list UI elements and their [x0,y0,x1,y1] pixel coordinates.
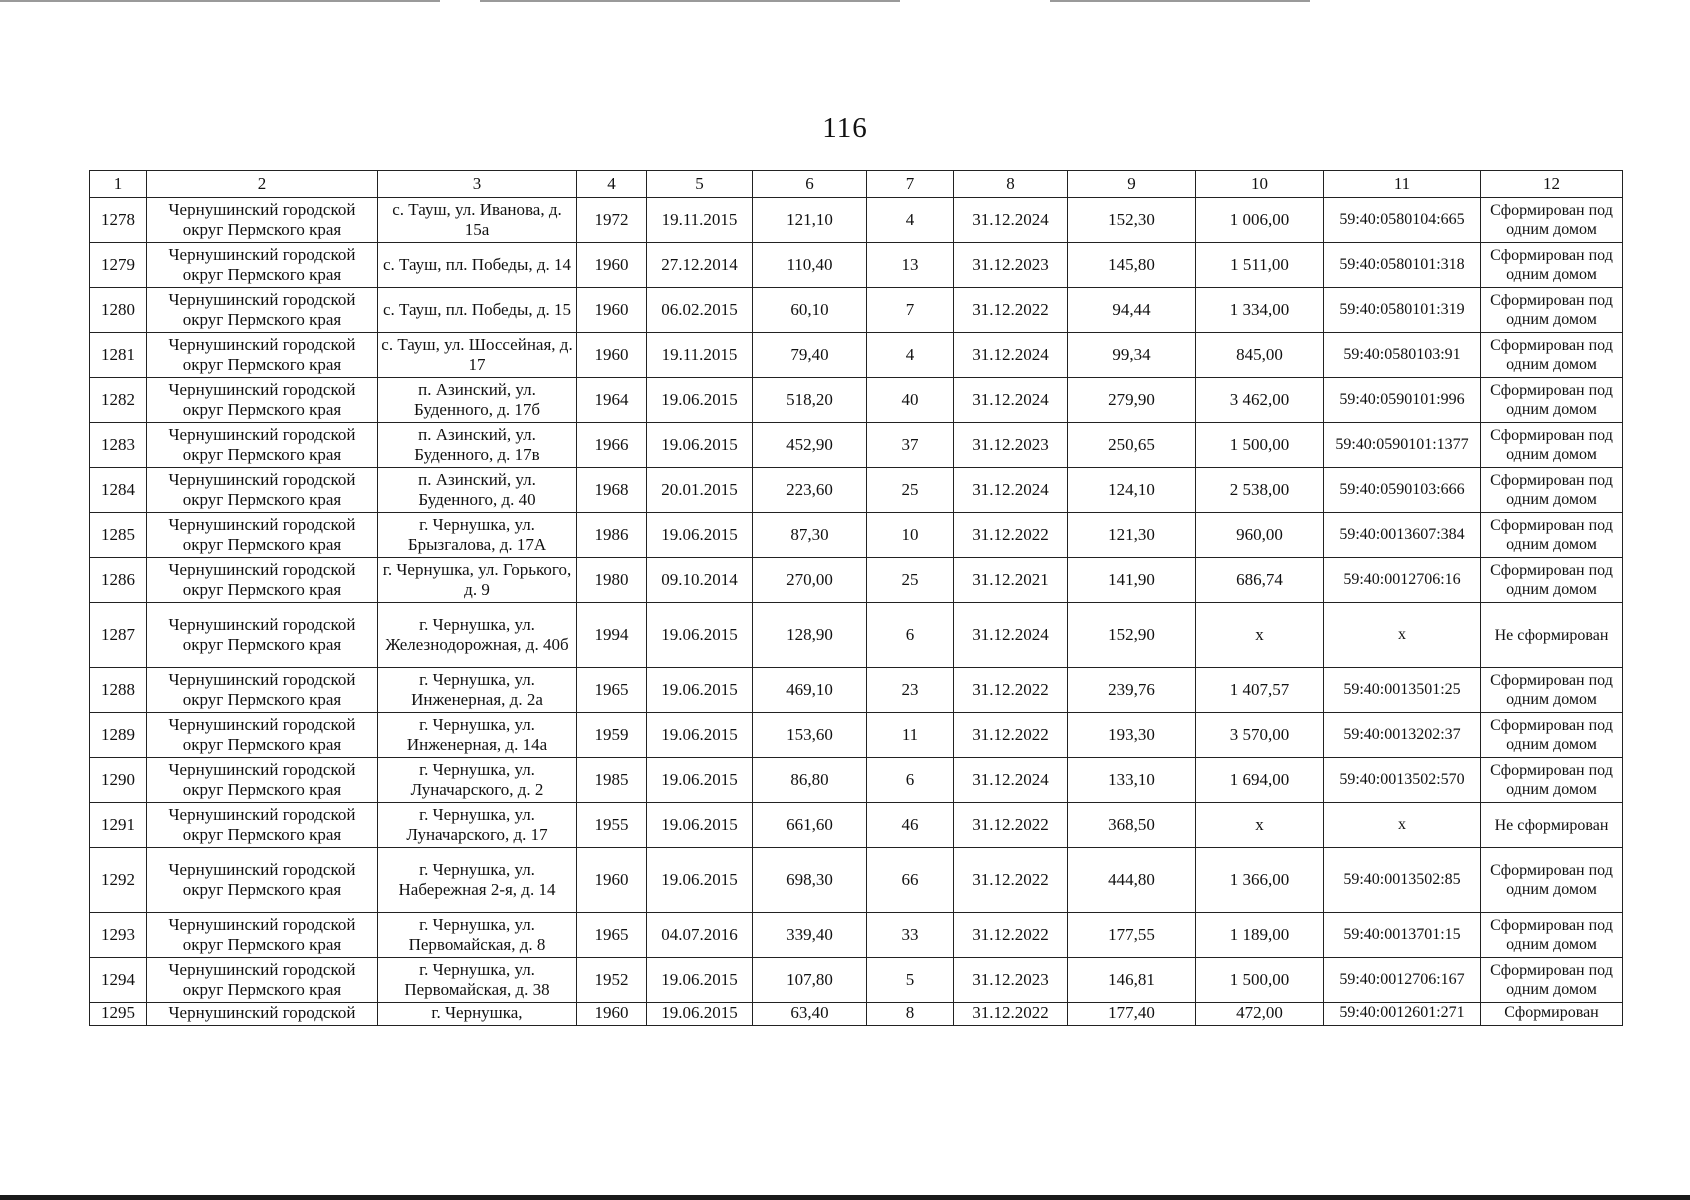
cell-year-built: 1955 [577,803,647,848]
cell-year-built: 1994 [577,603,647,668]
cell-year-built: 1960 [577,848,647,913]
cell-recognition-date: 20.01.2015 [647,468,753,513]
cell-resettlement-deadline: 31.12.2021 [954,558,1068,603]
cell-year-built: 1965 [577,913,647,958]
cell-living-area: 63,40 [753,1003,867,1026]
cell-cadastral-number: 59:40:0013202:37 [1324,713,1481,758]
cell-municipality: Чернушинский городской округ Пермского края [147,513,378,558]
cell-resettlement-deadline: 31.12.2024 [954,333,1068,378]
cell-recognition-date: 19.06.2015 [647,958,753,1003]
cell-cadastral-number: 59:40:0012706:167 [1324,958,1481,1003]
cell-address: г. Чернушка, ул. Горького, д. 9 [378,558,577,603]
cell-land-area: 3 462,00 [1196,378,1324,423]
cell-address: г. Чернушка, ул. Брызгалова, д. 17А [378,513,577,558]
cell-land-status: Не сформирован [1481,803,1623,848]
cell-land-status: Сформирован под одним домом [1481,288,1623,333]
cell-land-status: Сформирован под одним домом [1481,713,1623,758]
cell-resettlement-deadline: 31.12.2024 [954,468,1068,513]
cell-residents-count: 40 [867,378,954,423]
cell-address: с. Тауш, пл. Победы, д. 14 [378,243,577,288]
cell-municipality: Чернушинский городской округ Пермского края [147,758,378,803]
cell-cadastral-number: 59:40:0590101:996 [1324,378,1481,423]
cell-year-built: 1960 [577,333,647,378]
cell-municipality: Чернушинский городской округ Пермского края [147,958,378,1003]
cell-value-col-9: 145,80 [1068,243,1196,288]
cell-living-area: 661,60 [753,803,867,848]
cell-land-area: 1 407,57 [1196,668,1324,713]
cell-address: г. Чернушка, ул. Луначарского, д. 2 [378,758,577,803]
cell-resettlement-deadline: 31.12.2023 [954,958,1068,1003]
cell-recognition-date: 19.06.2015 [647,423,753,468]
cell-address: п. Азинский, ул. Буденного, д. 17б [378,378,577,423]
cell-row-number: 1280 [90,288,147,333]
cell-cadastral-number: 59:40:0580101:319 [1324,288,1481,333]
cell-municipality: Чернушинский городской округ Пермского края [147,848,378,913]
cell-living-area: 87,30 [753,513,867,558]
cell-row-number: 1293 [90,913,147,958]
cell-land-area: 1 189,00 [1196,913,1324,958]
cell-living-area: 223,60 [753,468,867,513]
cell-living-area: 270,00 [753,558,867,603]
cell-municipality: Чернушинский городской округ Пермского края [147,378,378,423]
cell-land-area: 1 500,00 [1196,423,1324,468]
scan-edge-line [0,0,440,2]
cell-residents-count: 25 [867,468,954,513]
cell-value-col-9: 279,90 [1068,378,1196,423]
cell-land-area: 845,00 [1196,333,1324,378]
column-number-row [90,171,1623,198]
cell-land-status: Сформирован под одним домом [1481,758,1623,803]
table-row [90,803,1623,848]
cell-residents-count: 25 [867,558,954,603]
cell-municipality: Чернушинский городской округ Пермского края [147,423,378,468]
table-row [90,513,1623,558]
cell-recognition-date: 06.02.2015 [647,288,753,333]
cell-municipality: Чернушинский городской округ Пермского края [147,603,378,668]
cell-year-built: 1960 [577,288,647,333]
cell-residents-count: 6 [867,758,954,803]
cell-resettlement-deadline: 31.12.2024 [954,603,1068,668]
column-header: 10 [1196,171,1324,198]
cell-year-built: 1972 [577,198,647,243]
cell-living-area: 469,10 [753,668,867,713]
cell-recognition-date: 19.06.2015 [647,758,753,803]
scan-edge-line [1050,0,1310,2]
cell-value-col-9: 239,76 [1068,668,1196,713]
cell-address: п. Азинский, ул. Буденного, д. 17в [378,423,577,468]
cell-value-col-9: 250,65 [1068,423,1196,468]
cell-land-area: 1 694,00 [1196,758,1324,803]
cell-row-number: 1282 [90,378,147,423]
cell-living-area: 128,90 [753,603,867,668]
scan-bottom-edge [0,1195,1690,1200]
cell-living-area: 153,60 [753,713,867,758]
cell-row-number: 1279 [90,243,147,288]
cell-land-status: Сформирован под одним домом [1481,198,1623,243]
cell-recognition-date: 09.10.2014 [647,558,753,603]
cell-address: г. Чернушка, ул. Луначарского, д. 17 [378,803,577,848]
cell-value-col-9: 152,30 [1068,198,1196,243]
cell-recognition-date: 19.06.2015 [647,803,753,848]
cell-recognition-date: 19.06.2015 [647,378,753,423]
cell-cadastral-number: x [1324,603,1481,668]
column-header: 1 [90,171,147,198]
cell-land-status: Сформирован под одним домом [1481,243,1623,288]
table-row [90,913,1623,958]
cell-land-status: Сформирован под одним домом [1481,333,1623,378]
cell-recognition-date: 19.06.2015 [647,848,753,913]
column-header: 12 [1481,171,1623,198]
cell-municipality: Чернушинский городской округ Пермского края [147,243,378,288]
cell-residents-count: 7 [867,288,954,333]
cell-row-number: 1288 [90,668,147,713]
cell-cadastral-number: 59:40:0012706:16 [1324,558,1481,603]
cell-land-status: Сформирован под одним домом [1481,513,1623,558]
table-row [90,378,1623,423]
table-row [90,758,1623,803]
cell-residents-count: 8 [867,1003,954,1026]
cell-year-built: 1980 [577,558,647,603]
cell-value-col-9: 177,55 [1068,913,1196,958]
cell-row-number: 1291 [90,803,147,848]
table-row [90,333,1623,378]
cell-year-built: 1966 [577,423,647,468]
cell-cadastral-number: 59:40:0013501:25 [1324,668,1481,713]
cell-land-area: x [1196,603,1324,668]
column-header: 9 [1068,171,1196,198]
cell-municipality: Чернушинский городской [147,1003,378,1026]
table-row [90,468,1623,513]
cell-cadastral-number: 59:40:0013701:15 [1324,913,1481,958]
cell-recognition-date: 19.06.2015 [647,713,753,758]
cell-land-area: 1 334,00 [1196,288,1324,333]
cell-residents-count: 5 [867,958,954,1003]
cell-land-area: 686,74 [1196,558,1324,603]
cell-land-status: Сформирован под одним домом [1481,913,1623,958]
cell-value-col-9: 146,81 [1068,958,1196,1003]
cell-cadastral-number: 59:40:0580104:665 [1324,198,1481,243]
cell-row-number: 1285 [90,513,147,558]
cell-municipality: Чернушинский городской округ Пермского края [147,713,378,758]
column-header: 6 [753,171,867,198]
cell-row-number: 1292 [90,848,147,913]
cell-residents-count: 13 [867,243,954,288]
cell-cadastral-number: 59:40:0012601:271 [1324,1003,1481,1026]
cell-cadastral-number: 59:40:0013502:570 [1324,758,1481,803]
cell-cadastral-number: 59:40:0580101:318 [1324,243,1481,288]
cell-resettlement-deadline: 31.12.2023 [954,423,1068,468]
cell-living-area: 452,90 [753,423,867,468]
cell-living-area: 86,80 [753,758,867,803]
cell-cadastral-number: 59:40:0590103:666 [1324,468,1481,513]
cell-recognition-date: 19.11.2015 [647,333,753,378]
cell-residents-count: 4 [867,198,954,243]
cell-land-status: Сформирован под одним домом [1481,378,1623,423]
cell-value-col-9: 141,90 [1068,558,1196,603]
cell-year-built: 1986 [577,513,647,558]
cell-row-number: 1289 [90,713,147,758]
cell-resettlement-deadline: 31.12.2022 [954,913,1068,958]
cell-address: г. Чернушка, ул. Первомайская, д. 8 [378,913,577,958]
cell-municipality: Чернушинский городской округ Пермского края [147,558,378,603]
table-row [90,713,1623,758]
cell-row-number: 1281 [90,333,147,378]
column-header: 5 [647,171,753,198]
cell-recognition-date: 19.06.2015 [647,603,753,668]
cell-row-number: 1290 [90,758,147,803]
cell-municipality: Чернушинский городской округ Пермского края [147,803,378,848]
cell-land-area: 3 570,00 [1196,713,1324,758]
cell-recognition-date: 19.06.2015 [647,513,753,558]
cell-living-area: 79,40 [753,333,867,378]
cell-resettlement-deadline: 31.12.2024 [954,198,1068,243]
cell-land-area: 1 006,00 [1196,198,1324,243]
column-header: 3 [378,171,577,198]
cell-resettlement-deadline: 31.12.2024 [954,378,1068,423]
column-header: 8 [954,171,1068,198]
cell-address: г. Чернушка, ул. Железнодорожная, д. 40б [378,603,577,668]
cell-value-col-9: 193,30 [1068,713,1196,758]
table-row [90,243,1623,288]
cell-living-area: 60,10 [753,288,867,333]
cell-cadastral-number: 59:40:0013607:384 [1324,513,1481,558]
housing-registry-table [89,170,1623,1026]
cell-land-status: Сформирован под одним домом [1481,423,1623,468]
cell-resettlement-deadline: 31.12.2024 [954,758,1068,803]
cell-municipality: Чернушинский городской округ Пермского края [147,668,378,713]
cell-living-area: 107,80 [753,958,867,1003]
cell-cadastral-number: x [1324,803,1481,848]
cell-value-col-9: 444,80 [1068,848,1196,913]
cell-residents-count: 6 [867,603,954,668]
cell-land-area: 2 538,00 [1196,468,1324,513]
cell-value-col-9: 99,34 [1068,333,1196,378]
cell-recognition-date: 19.11.2015 [647,198,753,243]
cell-row-number: 1286 [90,558,147,603]
column-header: 2 [147,171,378,198]
cell-address: г. Чернушка, ул. Инженерная, д. 14а [378,713,577,758]
cell-address: г. Чернушка, ул. Набережная 2-я, д. 14 [378,848,577,913]
cell-recognition-date: 04.07.2016 [647,913,753,958]
cell-living-area: 698,30 [753,848,867,913]
cell-land-status: Сформирован [1481,1003,1623,1026]
cell-address: п. Азинский, ул. Буденного, д. 40 [378,468,577,513]
cell-residents-count: 4 [867,333,954,378]
cell-row-number: 1294 [90,958,147,1003]
cell-year-built: 1965 [577,668,647,713]
cell-living-area: 339,40 [753,913,867,958]
cell-address: с. Тауш, ул. Шоссейная, д. 17 [378,333,577,378]
cell-resettlement-deadline: 31.12.2022 [954,1003,1068,1026]
table-row [90,423,1623,468]
cell-year-built: 1964 [577,378,647,423]
table-row [90,558,1623,603]
cell-living-area: 121,10 [753,198,867,243]
cell-land-area: x [1196,803,1324,848]
cell-living-area: 518,20 [753,378,867,423]
cell-value-col-9: 94,44 [1068,288,1196,333]
cell-address: г. Чернушка, ул. Инженерная, д. 2а [378,668,577,713]
cell-resettlement-deadline: 31.12.2022 [954,713,1068,758]
cell-land-status: Не сформирован [1481,603,1623,668]
cell-address: г. Чернушка, [378,1003,577,1026]
cell-year-built: 1959 [577,713,647,758]
column-header: 7 [867,171,954,198]
cell-resettlement-deadline: 31.12.2022 [954,513,1068,558]
cell-cadastral-number: 59:40:0590101:1377 [1324,423,1481,468]
cell-living-area: 110,40 [753,243,867,288]
cell-resettlement-deadline: 31.12.2022 [954,668,1068,713]
cell-value-col-9: 152,90 [1068,603,1196,668]
table-row [90,848,1623,913]
cell-land-status: Сформирован под одним домом [1481,558,1623,603]
cell-row-number: 1284 [90,468,147,513]
cell-row-number: 1278 [90,198,147,243]
cell-row-number: 1283 [90,423,147,468]
cell-address: г. Чернушка, ул. Первомайская, д. 38 [378,958,577,1003]
cell-year-built: 1968 [577,468,647,513]
table-row [90,288,1623,333]
cell-land-area: 472,00 [1196,1003,1324,1026]
table-row [90,958,1623,1003]
cell-value-col-9: 124,10 [1068,468,1196,513]
table-row [90,668,1623,713]
cell-residents-count: 37 [867,423,954,468]
cell-value-col-9: 121,30 [1068,513,1196,558]
cell-municipality: Чернушинский городской округ Пермского края [147,913,378,958]
cell-residents-count: 11 [867,713,954,758]
cell-row-number: 1295 [90,1003,147,1026]
cell-value-col-9: 177,40 [1068,1003,1196,1026]
cell-municipality: Чернушинский городской округ Пермского края [147,198,378,243]
cell-land-status: Сформирован под одним домом [1481,668,1623,713]
cell-year-built: 1952 [577,958,647,1003]
cell-land-status: Сформирован под одним домом [1481,848,1623,913]
cell-recognition-date: 27.12.2014 [647,243,753,288]
cell-residents-count: 23 [867,668,954,713]
table-row [90,198,1623,243]
cell-cadastral-number: 59:40:0013502:85 [1324,848,1481,913]
cell-recognition-date: 19.06.2015 [647,1003,753,1026]
cell-recognition-date: 19.06.2015 [647,668,753,713]
cell-resettlement-deadline: 31.12.2023 [954,243,1068,288]
cell-value-col-9: 133,10 [1068,758,1196,803]
cell-address: с. Тауш, пл. Победы, д. 15 [378,288,577,333]
column-header: 4 [577,171,647,198]
cell-land-area: 960,00 [1196,513,1324,558]
cell-resettlement-deadline: 31.12.2022 [954,803,1068,848]
cell-year-built: 1960 [577,243,647,288]
page-number: 116 [822,112,868,144]
cell-residents-count: 66 [867,848,954,913]
cell-land-status: Сформирован под одним домом [1481,468,1623,513]
cell-residents-count: 33 [867,913,954,958]
cell-residents-count: 10 [867,513,954,558]
cell-year-built: 1985 [577,758,647,803]
cell-land-area: 1 511,00 [1196,243,1324,288]
cell-residents-count: 46 [867,803,954,848]
scan-edge-line [480,0,900,2]
registry-body [90,198,1623,1026]
cell-land-area: 1 366,00 [1196,848,1324,913]
table-row [90,603,1623,668]
cell-resettlement-deadline: 31.12.2022 [954,848,1068,913]
table-row [90,1003,1623,1026]
cell-resettlement-deadline: 31.12.2022 [954,288,1068,333]
cell-row-number: 1287 [90,603,147,668]
cell-year-built: 1960 [577,1003,647,1026]
cell-value-col-9: 368,50 [1068,803,1196,848]
column-header: 11 [1324,171,1481,198]
cell-land-area: 1 500,00 [1196,958,1324,1003]
cell-land-status: Сформирован под одним домом [1481,958,1623,1003]
cell-municipality: Чернушинский городской округ Пермского края [147,468,378,513]
cell-municipality: Чернушинский городской округ Пермского края [147,288,378,333]
cell-address: с. Тауш, ул. Иванова, д. 15а [378,198,577,243]
cell-cadastral-number: 59:40:0580103:91 [1324,333,1481,378]
cell-municipality: Чернушинский городской округ Пермского края [147,333,378,378]
